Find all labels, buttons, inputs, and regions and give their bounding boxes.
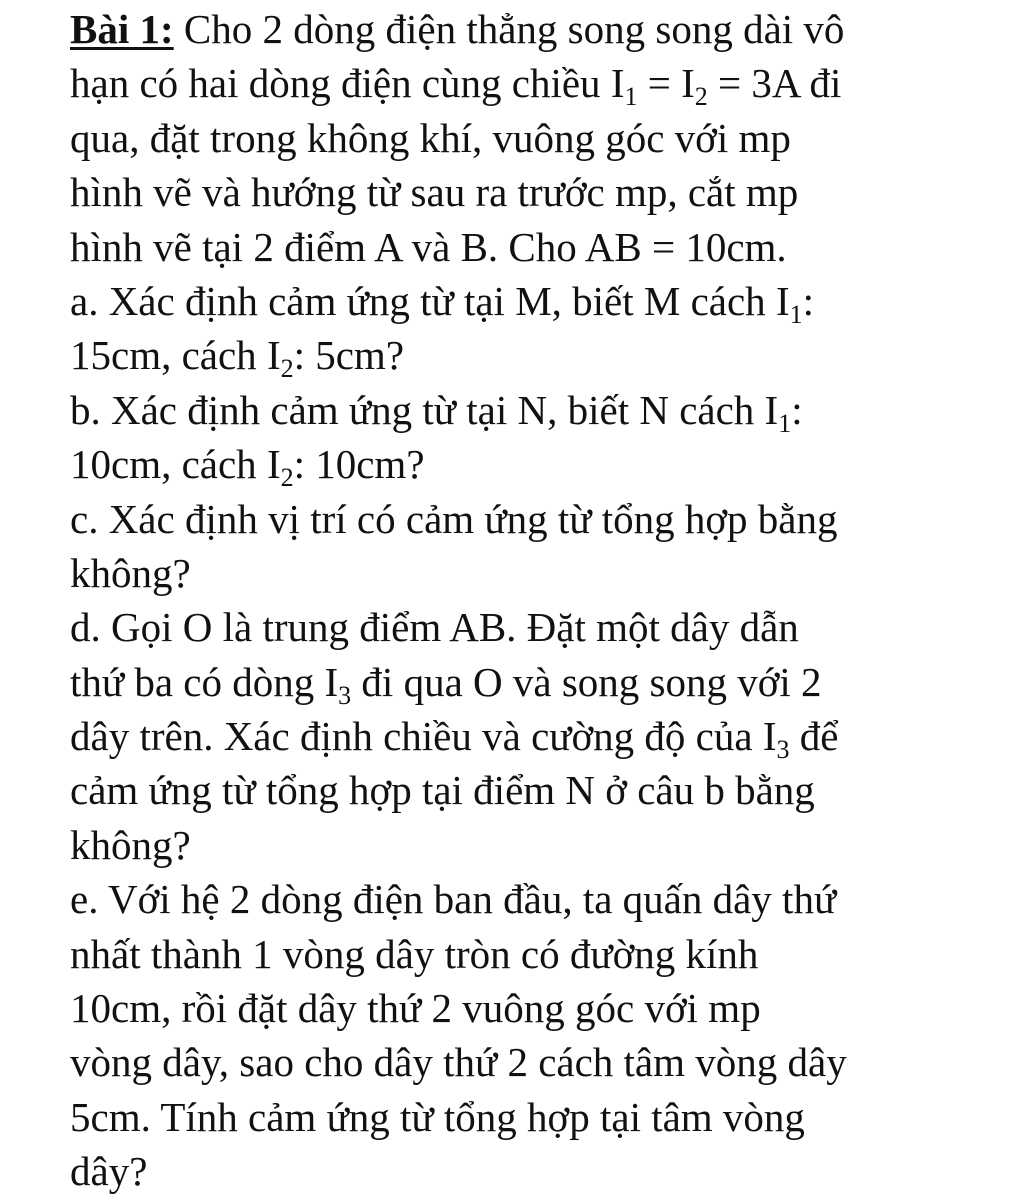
part-b-text: b. Xác định cảm ứng từ tại N, biết N cách [70, 386, 765, 433]
intro-text-2-after: đi [799, 60, 842, 107]
part-d-line-2 [70, 655, 1000, 709]
intro-text-4: hình vẽ và hướng từ sau ra trước mp, cắt mp [70, 169, 799, 216]
equals-sign: = [637, 60, 682, 107]
problem-line-2 [70, 56, 1000, 110]
part-b-colon: : [791, 386, 803, 433]
part-a-line-2 [70, 328, 1000, 382]
problem-line-5 [70, 220, 1000, 274]
part-c-text-2: không? [70, 549, 191, 596]
part-b-i1-subscript: 1 [778, 408, 792, 438]
current-i2-symbol: I [681, 60, 695, 107]
part-d-text-2-end: đi qua O và song song với 2 [351, 658, 822, 705]
current-i1-symbol: I [610, 60, 625, 107]
intro-text-3: qua, đặt trong không khí, vuông góc với mp [70, 114, 791, 161]
part-a-line-1 [70, 274, 1000, 328]
part-d-text: d. Gọi O là trung điểm AB. Đặt một dây dẫn [70, 604, 799, 651]
part-a-i1-subscript: 1 [789, 299, 803, 329]
part-b-end: : 10cm? [293, 441, 425, 488]
part-b-line-2 [70, 437, 1000, 491]
part-e-line-6 [70, 1144, 1000, 1198]
current-i1-subscript: 1 [624, 82, 638, 112]
part-a-colon: : [802, 277, 814, 324]
part-d-text-3-end: để [789, 713, 839, 760]
part-d-line-3 [70, 709, 1000, 763]
part-d-line-4 [70, 763, 1000, 817]
part-e-line-4 [70, 1035, 1000, 1089]
part-d-text-4: cảm ứng từ tổng hợp tại điểm N ở câu b bằng [70, 767, 815, 814]
part-b-i2-subscript: 2 [280, 463, 294, 493]
part-e-text-2: nhất thành 1 vòng dây tròn có đường kính [70, 930, 759, 977]
part-b-text-2: 10cm, cách [70, 441, 267, 488]
part-b-i2-symbol: I [266, 441, 281, 488]
part-a-text: a. Xác định cảm ứng từ tại M, biết M cách [70, 277, 776, 324]
part-e-text-6: dây? [70, 1148, 148, 1195]
part-c-line-1 [70, 492, 1000, 546]
part-d-i3-subscript-2: 3 [776, 735, 790, 765]
part-d-i3-symbol: I [324, 658, 339, 705]
part-e-text-5: 5cm. Tính cảm ứng từ tổng hợp tại tâm vòng [70, 1093, 805, 1140]
part-e-line-3 [70, 981, 1000, 1035]
part-d-text-3: dây trên. Xác định chiều và cường độ của [70, 713, 763, 760]
problem-document [70, 2, 1000, 1199]
intro-text-5: hình vẽ tại 2 điểm A và B. Cho AB = 10cm. [70, 223, 787, 270]
part-a-i2-symbol: I [266, 332, 281, 379]
problem-line-3 [70, 111, 1000, 165]
problem-title: Bài 1: [70, 6, 174, 52]
part-e-text-4: vòng dây, sao cho dây thứ 2 cách tâm vòng dây [70, 1039, 847, 1086]
part-b-line-1 [70, 383, 1000, 437]
part-e-text-1: e. Với hệ 2 dòng điện ban đầu, ta quấn dây thứ [70, 876, 837, 923]
part-d-i3-subscript: 3 [338, 680, 352, 710]
part-d-i3-symbol-2: I [762, 713, 777, 760]
part-d-line-5 [70, 818, 1000, 872]
part-a-text-2: 15cm, cách [70, 332, 267, 379]
current-value: = 3A [707, 60, 800, 107]
part-d-text-2: thứ ba có dòng [70, 658, 325, 705]
part-a-end: : 5cm? [293, 332, 405, 379]
current-i2-subscript: 2 [694, 82, 708, 112]
intro-text-2-before: hạn có hai dòng điện cùng chiều [70, 60, 611, 107]
part-c-line-2 [70, 546, 1000, 600]
part-e-line-5 [70, 1090, 1000, 1144]
part-e-text-3: 10cm, rồi đặt dây thứ 2 vuông góc với mp [70, 985, 761, 1032]
part-d-line-1 [70, 600, 1000, 654]
problem-line-4 [70, 165, 1000, 219]
part-d-text-5: không? [70, 821, 191, 868]
part-b-i1-symbol: I [764, 386, 779, 433]
intro-text-1: Cho 2 dòng điện thẳng song song dài vô [173, 6, 845, 52]
part-a-i1-symbol: I [775, 277, 790, 324]
part-c-text: c. Xác định vị trí có cảm ứng từ tổng hợp bằng [70, 495, 838, 542]
part-e-line-2 [70, 927, 1000, 981]
part-a-i2-subscript: 2 [280, 354, 294, 384]
problem-line-1 [70, 2, 1000, 56]
part-e-line-1 [70, 872, 1000, 926]
